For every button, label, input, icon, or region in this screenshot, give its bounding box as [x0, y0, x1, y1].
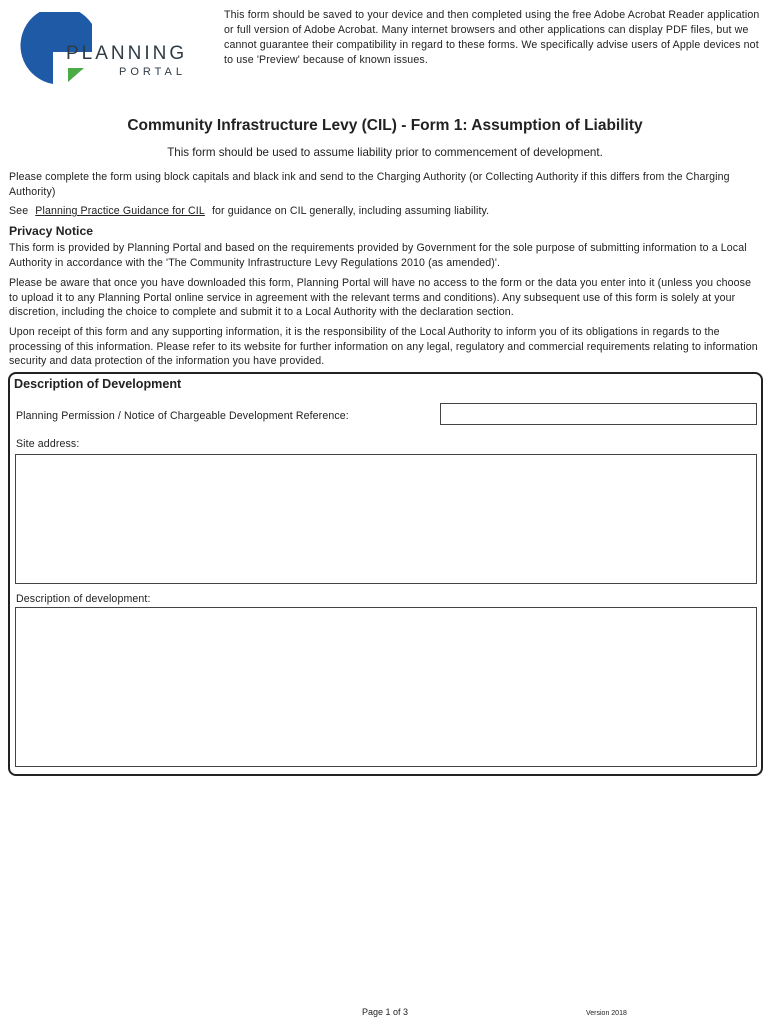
- guidance-prefix: See: [9, 205, 29, 217]
- description-field[interactable]: [15, 607, 757, 767]
- guidance-line: [9, 204, 761, 219]
- reference-input[interactable]: [440, 403, 757, 425]
- instructions-text: Please complete the form using block capitals and black ink and send to the Charging Authority (or Collecting Authority if this differs from the Charging Authority): [9, 171, 730, 198]
- privacy-paragraph-1: This form is provided by Planning Portal and based on the requirements provided by Government for the sole purpose of submitting information to a Local Authority in accordance with the 'The Community Infrastructure Levy Regulations 2010 (as amended)'.: [9, 242, 747, 269]
- privacy-heading: Privacy Notice: [9, 224, 94, 238]
- guidance-suffix: for guidance on CIL generally, including assuming liability.: [211, 205, 490, 217]
- reference-label: Planning Permission / Notice of Chargeable Development Reference:: [16, 410, 349, 422]
- privacy-paragraph-2: Please be aware that once you have downloaded this form, Planning Portal will have no access to the form or the data you enter into it (unless you choose to upload it to any Planning Portal online service in agreement with the relevant terms and conditions). Any subsequent use of this form is solely at your discretion, including the choice to complete and submit it to a Local Authority with the declaration section.: [9, 277, 752, 319]
- version-label: Version 2018: [586, 1010, 627, 1017]
- section-heading: Description of Development: [14, 377, 182, 391]
- logo-word-planning: PLANNING: [66, 43, 188, 64]
- form-title: Community Infrastructure Levy (CIL) - Form 1: Assumption of Liability: [127, 117, 643, 134]
- privacy-paragraph-3: Upon receipt of this form and any supporting information, it is the responsibility of the Local Authority to inform you of its obligations in regards to the processing of this information. Please refer to its website for further information on any legal, regulatory and commercial requirements relating to information security and data protection of the information you have provided.: [9, 326, 758, 368]
- planning-guidance-link[interactable]: Planning Practice Guidance for CIL: [35, 205, 205, 217]
- logo-word-portal: PORTAL: [119, 66, 186, 78]
- planning-portal-logo: [12, 12, 198, 88]
- intro-notice: This form should be saved to your device and then completed using the free Adobe Acrobat Reader application or full version of Adobe Acrobat. Many internet browsers and other applications can display PDF files, but we cannot guarantee their compatibility in regard to these forms. We specifically advise users of Apple devices not to use 'Preview' because of known issues.: [224, 9, 760, 66]
- site-address-field[interactable]: [15, 454, 757, 584]
- description-label: Description of development:: [16, 593, 151, 605]
- description-of-development-section: [8, 372, 763, 776]
- page-number: Page 1 of 3: [361, 1007, 409, 1017]
- site-address-label: Site address:: [16, 438, 80, 450]
- form-subtitle: This form should be used to assume liability prior to commencement of development.: [167, 146, 603, 159]
